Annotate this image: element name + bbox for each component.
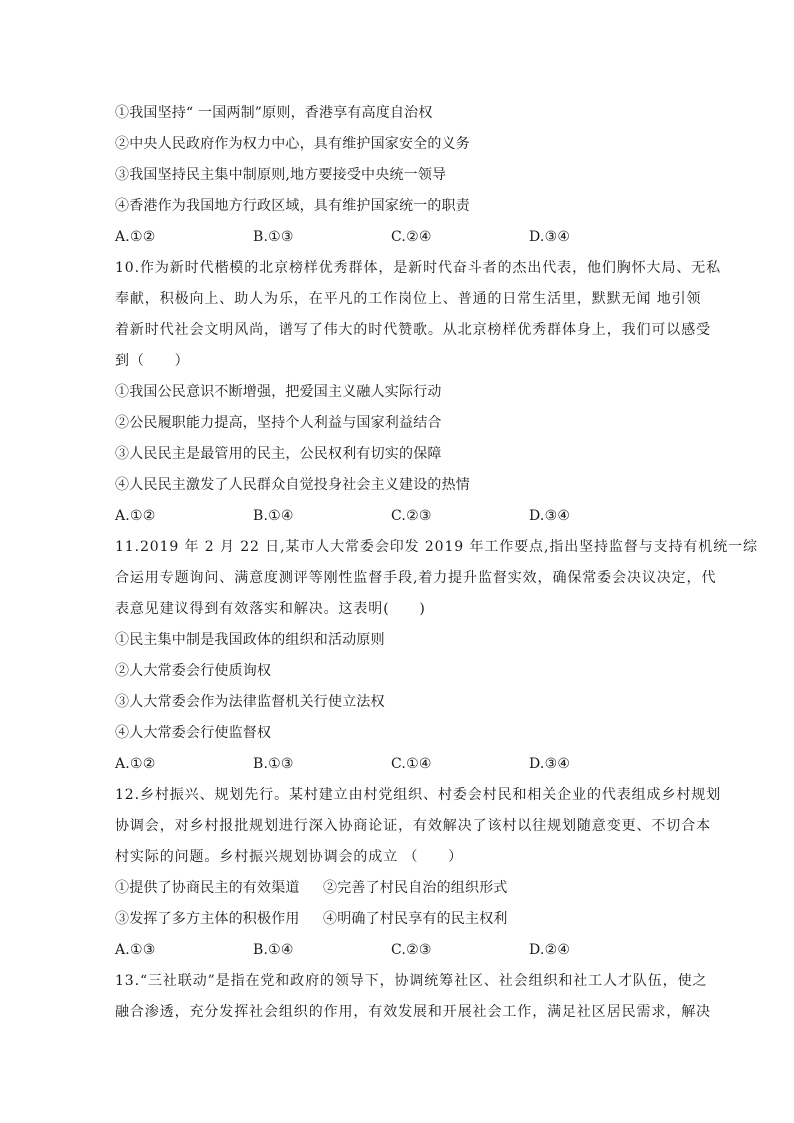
q12-choice-a: A.①③ [115,942,156,958]
q12-stem-line-2: 协调会，对乡村报批规划进行深入协商论证，有效解决了该村以往规划随意变更、不切合本 [115,818,711,834]
q10-option-2: ②公民履职能力提高，坚持个人利益与国家利益结合 [115,415,442,431]
q10-option-3: ③人民民主是最管用的民主，公民权利有切实的保障 [115,446,442,462]
q12-option-4: ④明确了村民享有的民主权利 [323,911,508,927]
q11-option-4: ④人大常委会行使监督权 [115,725,272,741]
q10-choice-d: D.③④ [529,508,571,524]
q9-option-3: ③我国坚持民主集中制原则,地方要接受中央统一领导 [115,167,447,183]
q12-option-3: ③发挥了多方主体的积极作用 [115,911,300,927]
q10-choices [115,501,685,532]
q11-stem-line-3: 表意见建议得到有效落实和解决。这表明( ) [115,601,426,617]
q9-choices [115,222,685,253]
exam-content [115,98,758,1028]
q11-stem-line-2: 合运用专题询问、满意度测评等刚性监督手段,着力提升监督实效，确保常委会决议决定，代 [115,570,717,586]
q9-choice-d: D.③④ [529,229,571,245]
q9-choice-a: A.①② [115,229,156,245]
q10-stem-line-3: 着新时代社会文明风尚，谱写了伟大的时代赞歌。从北京榜样优秀群体身上，我们可以感受 [115,322,711,338]
q9-choice-c: C.②④ [391,229,432,245]
q12-stem-line-3: 村实际的问题。乡村振兴规划协调会的成立 （ ） [115,849,464,865]
q12-stem-line-1: 12.乡村振兴、规划先行。某村建立由村党组织、村委会村民和相关企业的代表组成乡村规划 [115,787,722,803]
q10-choice-b: B.①④ [253,508,294,524]
q11-choice-c: C.①④ [391,756,432,772]
q11-choices [115,749,685,780]
q10-stem-line-2: 奉献，积极向上、助人为乐，在平凡的工作岗位上、普通的日常生活里，默默无闻 地引领 [115,291,702,307]
q12-option-1: ①提供了协商民主的有效渠道 [115,880,300,896]
q10-stem-line-1: 10.作为新时代楷模的北京榜样优秀群体，是新时代奋斗者的杰出代表，他们胸怀大局、无私 [115,260,722,276]
q12-option-2: ②完善了村民自治的组织形式 [323,880,508,896]
q11-option-3: ③人大常委会作为法律监督机关行使立法权 [115,694,385,710]
q10-option-1: ①我国公民意识不断增强，把爱国主义融人实际行动 [115,384,442,400]
q13-stem-line-2: 融合渗透，充分发挥社会组织的作用，有效发展和开展社会工作，满足社区居民需求，解决 [115,1004,711,1020]
q11-option-1: ①民主集中制是我国政体的组织和活动原则 [115,632,385,648]
q12-options-row-1 [115,873,685,904]
q11-choice-d: D.③④ [529,756,571,772]
q12-choice-d: D.②④ [529,942,571,958]
q12-choice-b: B.①④ [253,942,294,958]
q12-options-row-2 [115,904,685,935]
q10-choice-c: C.②③ [391,508,432,524]
q11-stem-line-1: 11.2019 年 2 月 22 日,某市人大常委会印发 2019 年工作要点,指出坚持监督与支持有机统一综 [115,539,758,555]
q9-option-2: ②中央人民政府作为权力中心，具有维护国家安全的义务 [115,136,470,152]
q9-option-1: ①我国坚持“ 一国两制”原则，香港享有高度自治权 [115,105,433,121]
q11-choice-b: B.①③ [253,756,294,772]
q9-choice-b: B.①③ [253,229,294,245]
q9-option-4: ④香港作为我国地方行政区域，具有维护国家统一的职责 [115,198,470,214]
q11-option-2: ②人大常委会行使质询权 [115,663,272,679]
q12-choice-c: C.②③ [391,942,432,958]
q12-choices [115,935,685,966]
q11-choice-a: A.①② [115,756,156,772]
q13-stem-line-1: 13.“三社联动”是指在党和政府的领导下，协调统筹社区、社会组织和社工人才队伍，使之 [115,973,708,989]
q10-stem-line-4: 到（ ） [115,353,190,369]
q10-option-4: ④人民民主激发了人民群众自觉投身社会主义建设的热情 [115,477,470,493]
q10-choice-a: A.①② [115,508,156,524]
